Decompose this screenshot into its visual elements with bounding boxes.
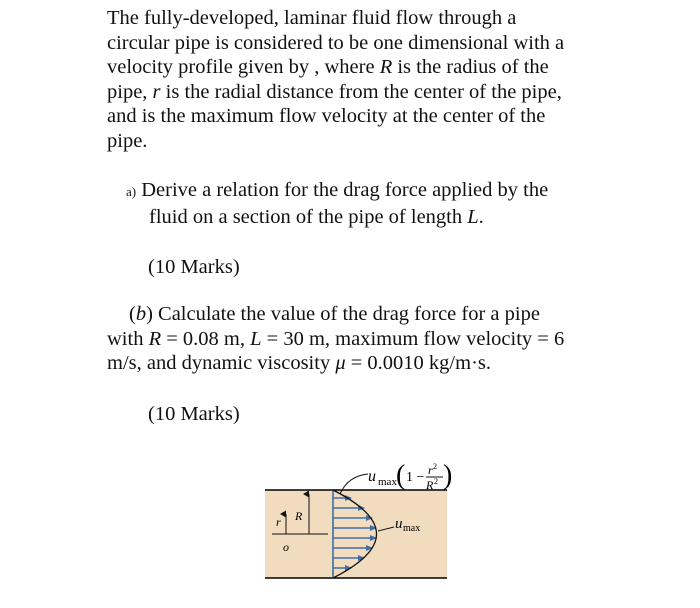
part-b-var-mu: μ xyxy=(335,352,346,375)
formula-num-r: r xyxy=(428,463,433,477)
formula-paren-right: ) xyxy=(443,460,453,491)
formula-paren-left: ( xyxy=(396,460,406,491)
formula-one-minus: 1 − xyxy=(406,470,425,485)
part-a-line-2a: fluid on a section of the pipe of length xyxy=(149,205,468,228)
part-b-var-L: L xyxy=(250,327,262,350)
part-a-label: a) xyxy=(126,184,137,199)
part-b-line-2a: with xyxy=(107,327,149,350)
intro-line-5: and is the maximum flow velocity at the center of the xyxy=(107,105,546,128)
part-b-label-close: ) xyxy=(146,303,153,325)
intro-var-R: R xyxy=(379,56,393,79)
formula-den-R: R xyxy=(426,478,434,492)
intro-line-4a: pipe, xyxy=(107,80,153,103)
R-label: R xyxy=(295,509,303,523)
part-b-line-3a: m/s, and dynamic viscosity xyxy=(107,352,336,375)
origin-label: o xyxy=(283,540,289,554)
formula-num-exp: 2 xyxy=(433,462,437,471)
part-b-line-2c: = 30 m, maximum flow velocity = 6 xyxy=(261,327,565,350)
part-b-var-R: R xyxy=(148,327,162,350)
umax-sub: max xyxy=(403,523,421,534)
formula-max: max xyxy=(378,476,397,488)
part-a-line-1: Derive a relation for the drag force applied by the xyxy=(136,179,549,201)
formula-den-exp: 2 xyxy=(434,477,438,486)
intro-line-6: pipe. xyxy=(107,129,148,152)
marks-b: (10 Marks) xyxy=(148,403,240,425)
intro-line-3a: velocity profile given by , where xyxy=(107,56,380,79)
marks-a: (10 Marks) xyxy=(148,256,240,278)
umax-u: u xyxy=(395,516,403,532)
part-b-label: b xyxy=(135,303,147,325)
intro-line-4b: is the radial distance from the center of the pipe, xyxy=(160,80,562,103)
part-b-line-1: Calculate the value of the drag force for a pipe xyxy=(152,303,540,325)
intro-line-1: The fully-developed, laminar fluid flow through a xyxy=(107,7,517,29)
intro-var-r: r xyxy=(152,80,161,103)
part-a-var-L: L xyxy=(467,205,479,228)
intro-line-3b: is the radius of the xyxy=(392,56,549,79)
part-b-line-3b: = 0.0010 kg/m·s. xyxy=(345,352,492,375)
formula-u: u xyxy=(368,468,376,485)
part-b-line-2b: = 0.08 m, xyxy=(161,327,251,350)
r-label: r xyxy=(276,515,281,529)
intro-line-2: circular pipe is considered to be one dimensional with a xyxy=(107,31,565,54)
part-a-line-2b: . xyxy=(478,205,484,228)
part-b-label-open: ( xyxy=(129,303,136,325)
